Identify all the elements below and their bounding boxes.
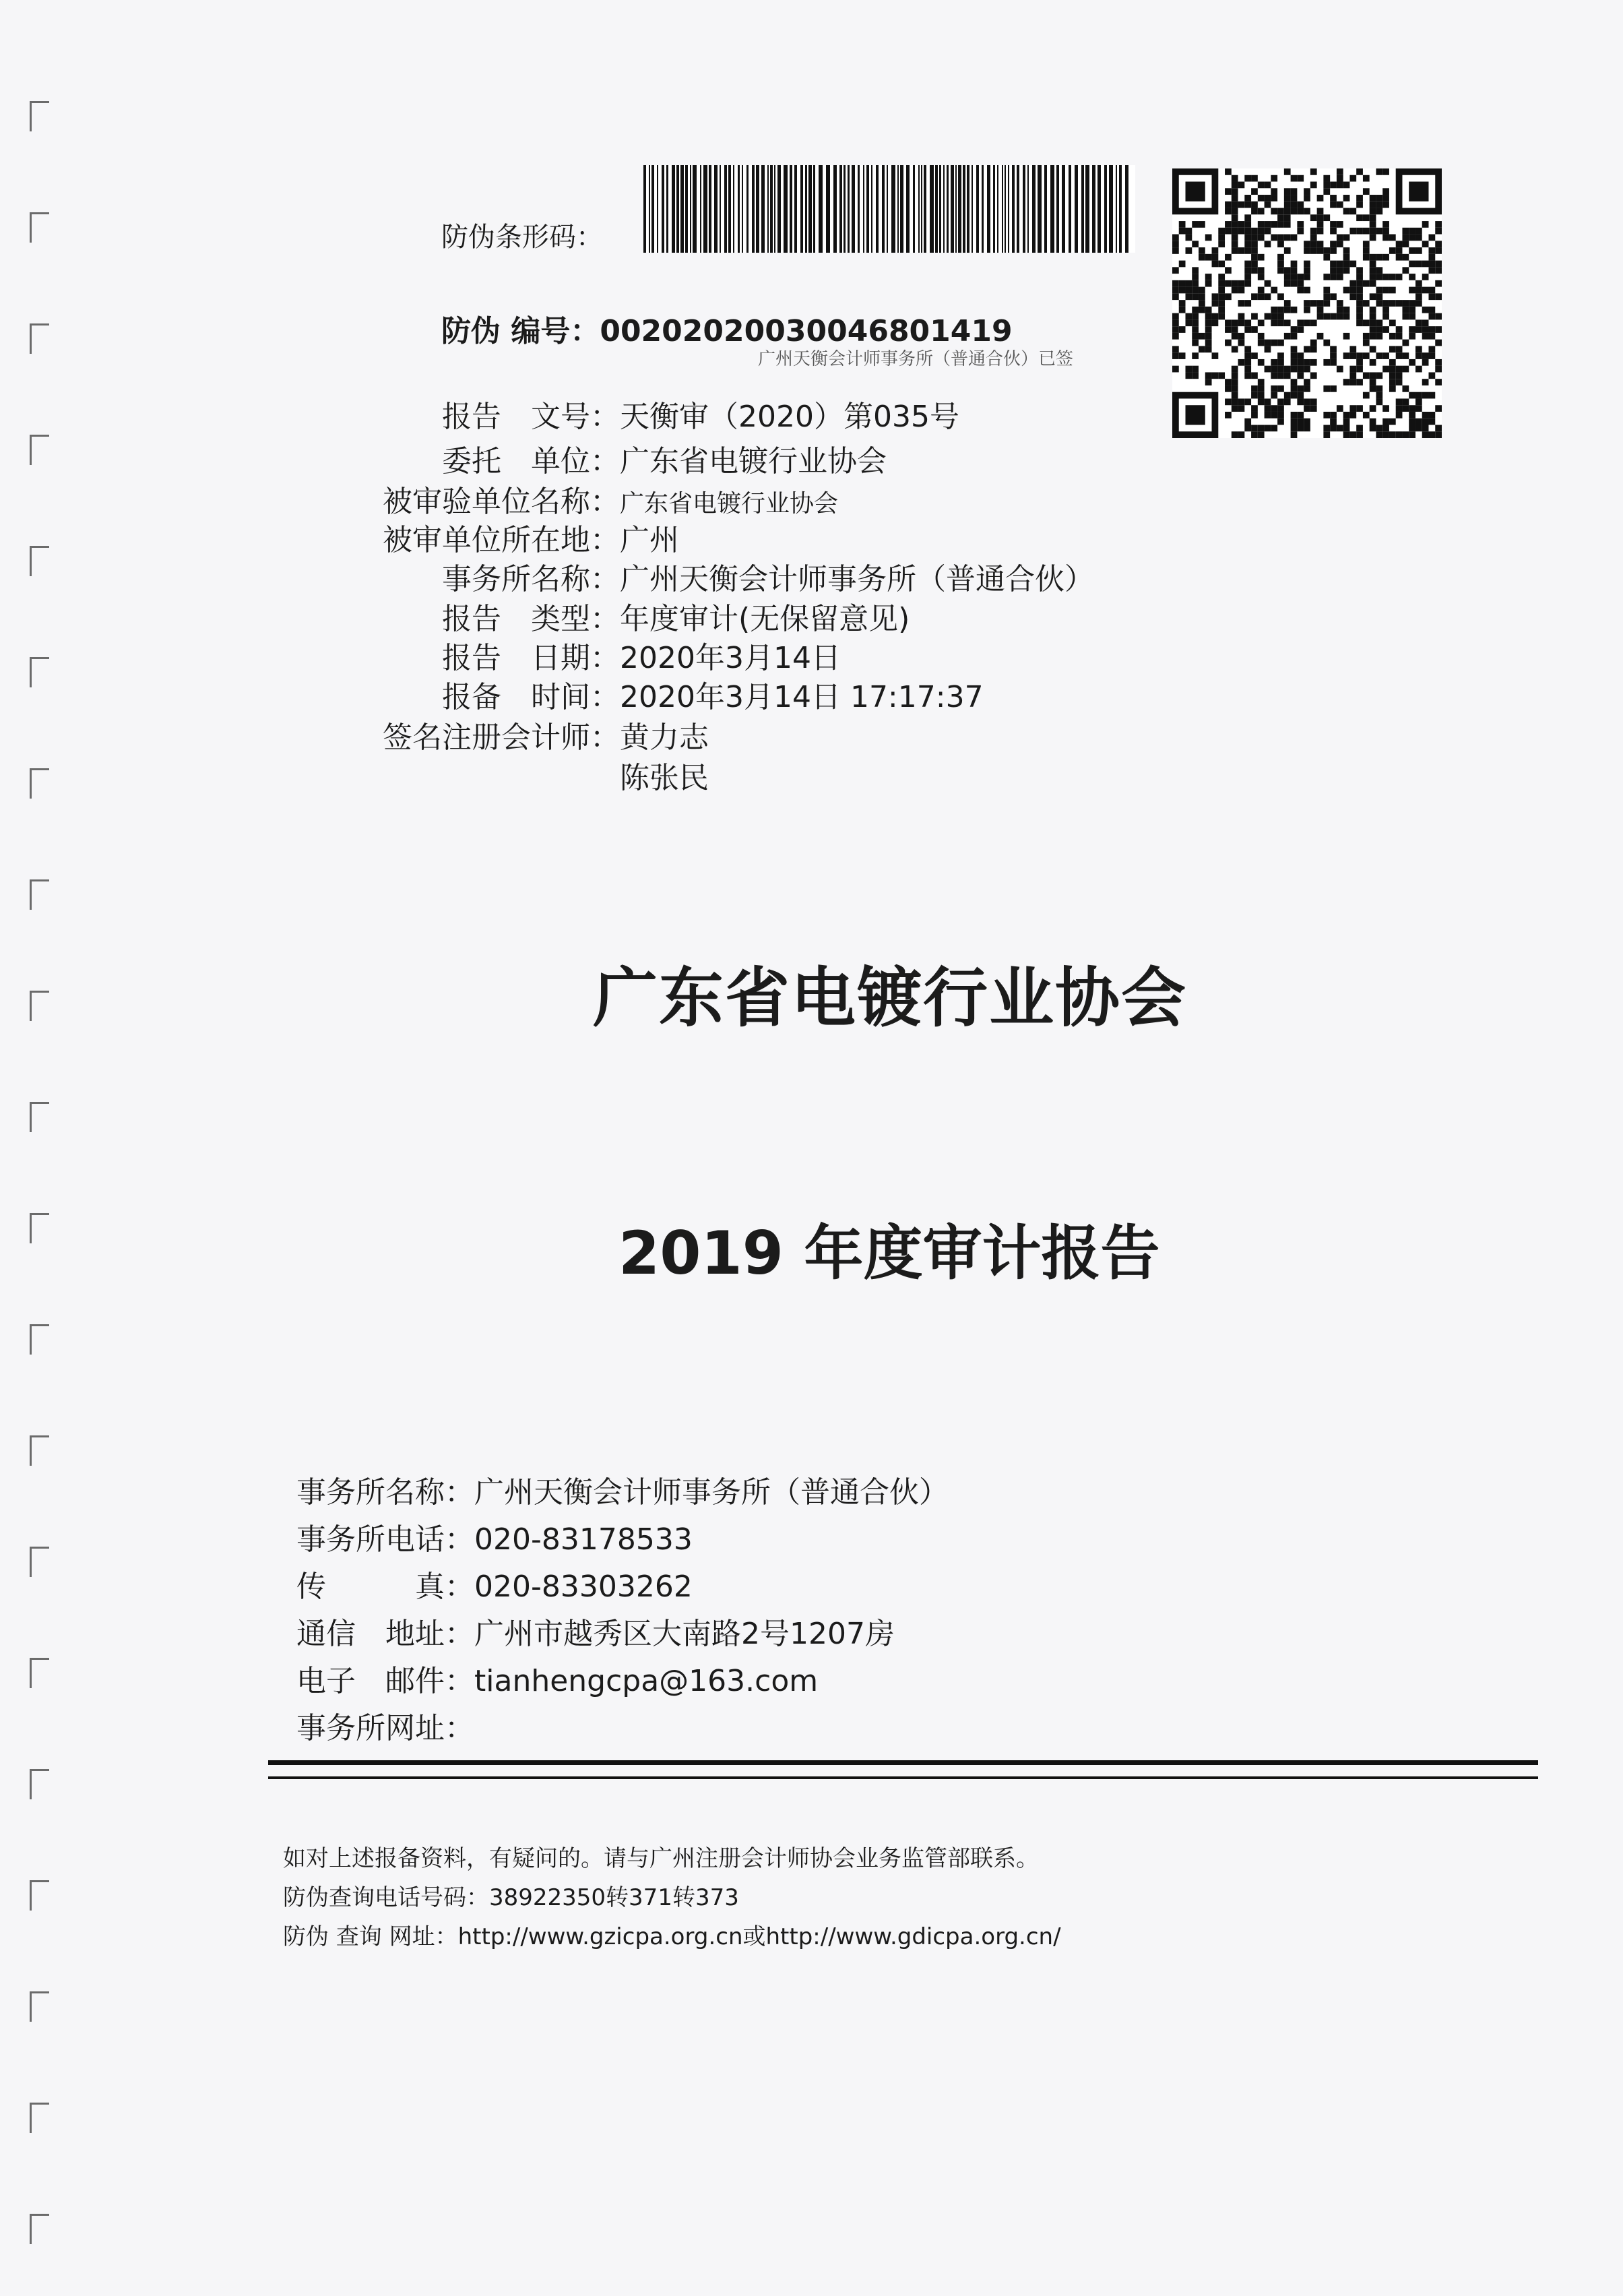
firm-row: 电子 邮件：tianhengcpa@163.com (296, 1664, 819, 1698)
binding-hole (30, 1435, 49, 1466)
firm-row: 事务所名称：广州天衡会计师事务所（普通合伙） (296, 1475, 949, 1510)
field-value: 年度审计(无保留意见) (620, 602, 910, 636)
code-label: 防伪 编号： (441, 314, 600, 348)
binding-hole (30, 1880, 49, 1911)
binding-hole (30, 879, 49, 910)
field-value: 2020年3月14日 17:17:37 (620, 680, 984, 714)
binding-hole (30, 1102, 49, 1132)
binding-hole (30, 101, 49, 131)
binding-hole (30, 1658, 49, 1688)
code-value: 00202020030046801419 (600, 314, 1013, 348)
field-row: 事务所名称：广州天衡会计师事务所（普通合伙） (442, 562, 1094, 596)
binding-hole (30, 2214, 49, 2244)
field-row: 报告 类型：年度审计(无保留意见) (442, 602, 910, 636)
field-value: 广州 (620, 523, 679, 557)
field-row (0, 753, 709, 797)
field-value: 广州天衡会计师事务所（普通合伙） (620, 562, 1094, 596)
binding-hole (30, 1324, 49, 1355)
binding-hole (30, 1547, 49, 1577)
field-row: 被审单位所在地：广州 (383, 523, 679, 557)
field-value: 陈张民 (620, 761, 709, 795)
anti-counterfeit-barcode (643, 165, 1135, 253)
divider-thick (268, 1760, 1538, 1765)
footer-website: 防伪 查询 网址：http://www.gzicpa.org.cn或http://www.gdicpa.org.cn/ (283, 1923, 1061, 1950)
firm-row: 事务所电话：020-83178533 (296, 1522, 693, 1557)
firm-row: 事务所网址： (296, 1711, 474, 1745)
field-value: 天衡审（2020）第035号 (620, 400, 959, 434)
field-row: 报告 文号：天衡审（2020）第035号 (442, 400, 959, 434)
divider-thin (268, 1776, 1538, 1779)
field-row: 被审验单位名称：广东省电镀行业协会 (383, 485, 839, 519)
report-title: 2019 年度审计报告 (618, 1218, 1160, 1288)
organization-title: 广东省电镀行业协会 (593, 960, 1187, 1036)
binding-hole (30, 2103, 49, 2133)
binding-hole (30, 1991, 49, 2022)
field-row: 报备 时间：2020年3月14日 17:17:37 (442, 680, 984, 714)
firm-row: 传 真：020-83303262 (296, 1570, 693, 1604)
footer-contact-note: 如对上述报备资料，有疑问的。请与广州注册会计师协会业务监管部联系。 (283, 1845, 1039, 1872)
field-value: 2020年3月14日 (620, 641, 841, 675)
binding-hole (30, 1769, 49, 1799)
field-row: 委托 单位：广东省电镀行业协会 (442, 444, 887, 478)
field-row: 报告 日期：2020年3月14日 (442, 641, 841, 675)
binding-hole (30, 1213, 49, 1243)
binding-hole (30, 323, 49, 354)
field-row: 签名注册会计师：黄力志 (383, 720, 709, 755)
binding-hole (30, 212, 49, 243)
field-value: 黄力志 (620, 720, 709, 755)
firm-row: 通信 地址：广州市越秀区大南路2号1207房 (296, 1617, 895, 1651)
anti-counterfeit-code (441, 307, 1013, 350)
field-value: 广东省电镀行业协会 (620, 490, 839, 518)
binding-hole (30, 991, 49, 1021)
field-value: 广东省电镀行业协会 (620, 444, 887, 478)
qr-code-icon (1172, 168, 1442, 438)
footer-phone: 防伪查询电话号码：38922350转371转373 (283, 1884, 739, 1911)
signature-stamp: 广州天衡会计师事务所（普通合伙）已签 (758, 349, 1074, 369)
barcode-label: 防伪条形码： (441, 222, 603, 253)
